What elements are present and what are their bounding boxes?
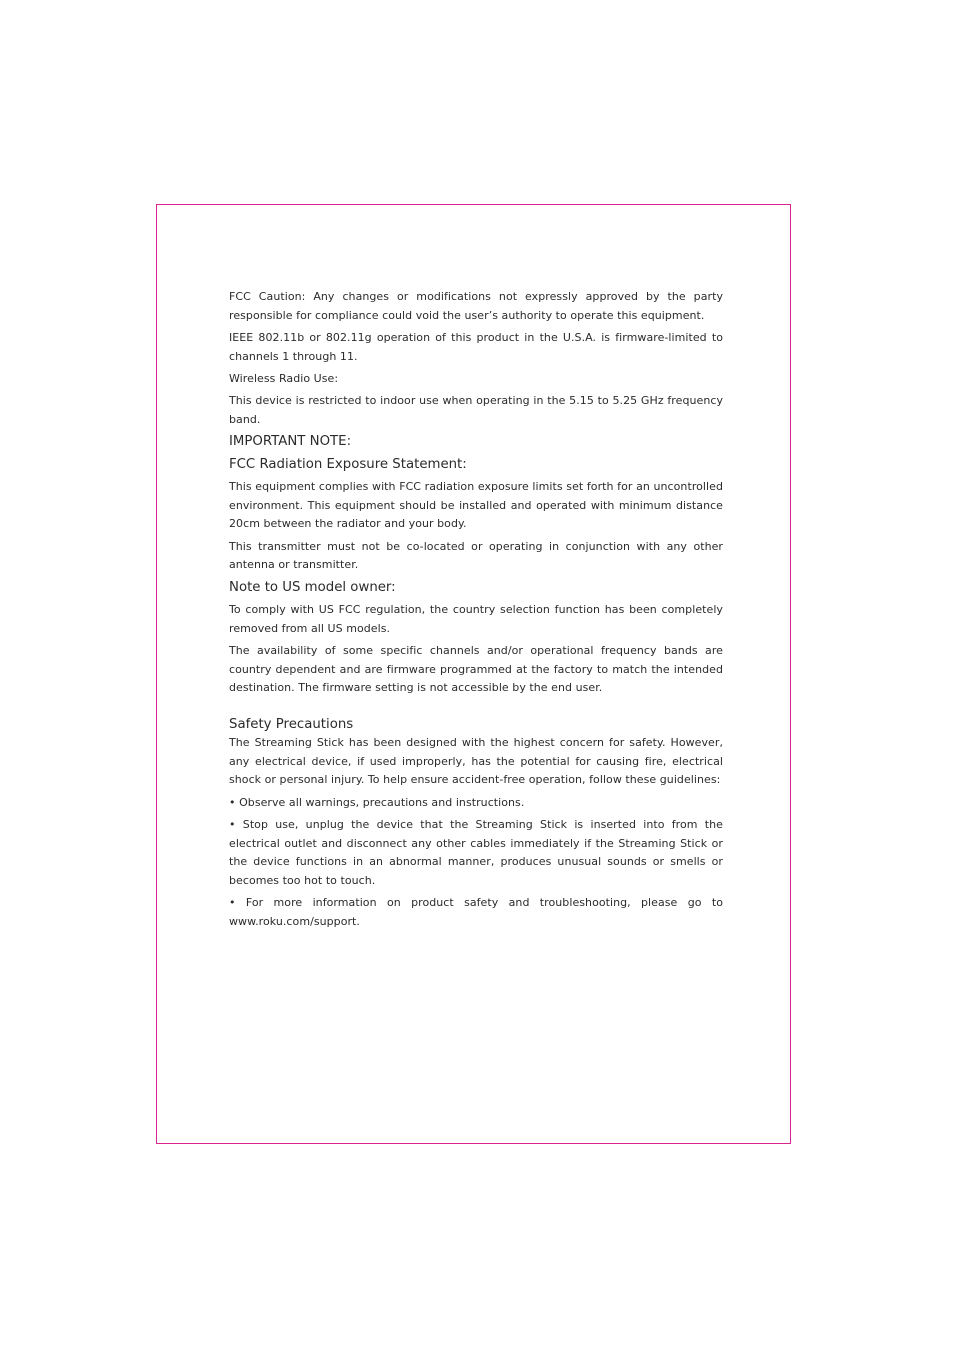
bullet-stop-use: • Stop use, unplug the device that the Streaming Stick is inserted into from the electrical outlet and disconnect any other cables immediately if the Streaming Stick or the device functions in an abnormal manner, produces unusual sounds or smells or becomes too hot to touch.: [229, 818, 723, 887]
safety-intro-paragraph: The Streaming Stick has been designed with the highest concern for safety. However, any electrical device, if used improperly, has the potential for causing fire, electrical shock or personal injury. To help ensure accident-free operation, follow these guidelines:: [229, 736, 723, 786]
channel-availability-paragraph: The availability of some specific channels and/or operational frequency bands are country dependent and are firmware programmed at the factory to match the intended destination. The firmware setting is not accessible by the end user.: [229, 644, 723, 694]
safety-precautions-heading: Safety Precautions: [229, 716, 354, 732]
radiation-limits-paragraph: This equipment complies with FCC radiation exposure limits set forth for an uncontrolled environment. This equipment should be installed and operated with minimum distance 20cm between the radiator and your body.: [229, 480, 723, 530]
us-owner-heading: Note to US model owner:: [229, 579, 396, 595]
bullet-observe-warnings: • Observe all warnings, precautions and instructions.: [229, 795, 525, 809]
document-body: [229, 288, 723, 935]
co-location-paragraph: This transmitter must not be co-located or operating in conjunction with any other antenna or transmitter.: [229, 539, 723, 571]
ieee-operation-paragraph: IEEE 802.11b or 802.11g operation of this product in the U.S.A. is firmware-limited to channels 1 through 11.: [229, 331, 723, 363]
bullet-more-info: • For more information on product safety and troubleshooting, please go to www.roku.com/support.: [229, 896, 723, 928]
fcc-caution-paragraph: FCC Caution: Any changes or modifications not expressly approved by the party responsible for compliance could void the user’s authority to operate this equipment.: [229, 290, 723, 322]
indoor-use-paragraph: This device is restricted to indoor use when operating in the 5.15 to 5.25 GHz frequency band.: [229, 394, 723, 426]
country-selection-paragraph: To comply with US FCC regulation, the country selection function has been completely removed from all US models.: [229, 603, 723, 635]
important-note-heading: IMPORTANT NOTE:: [229, 434, 352, 449]
fcc-radiation-heading: FCC Radiation Exposure Statement:: [229, 456, 467, 472]
wireless-radio-use-label: Wireless Radio Use:: [229, 372, 339, 385]
